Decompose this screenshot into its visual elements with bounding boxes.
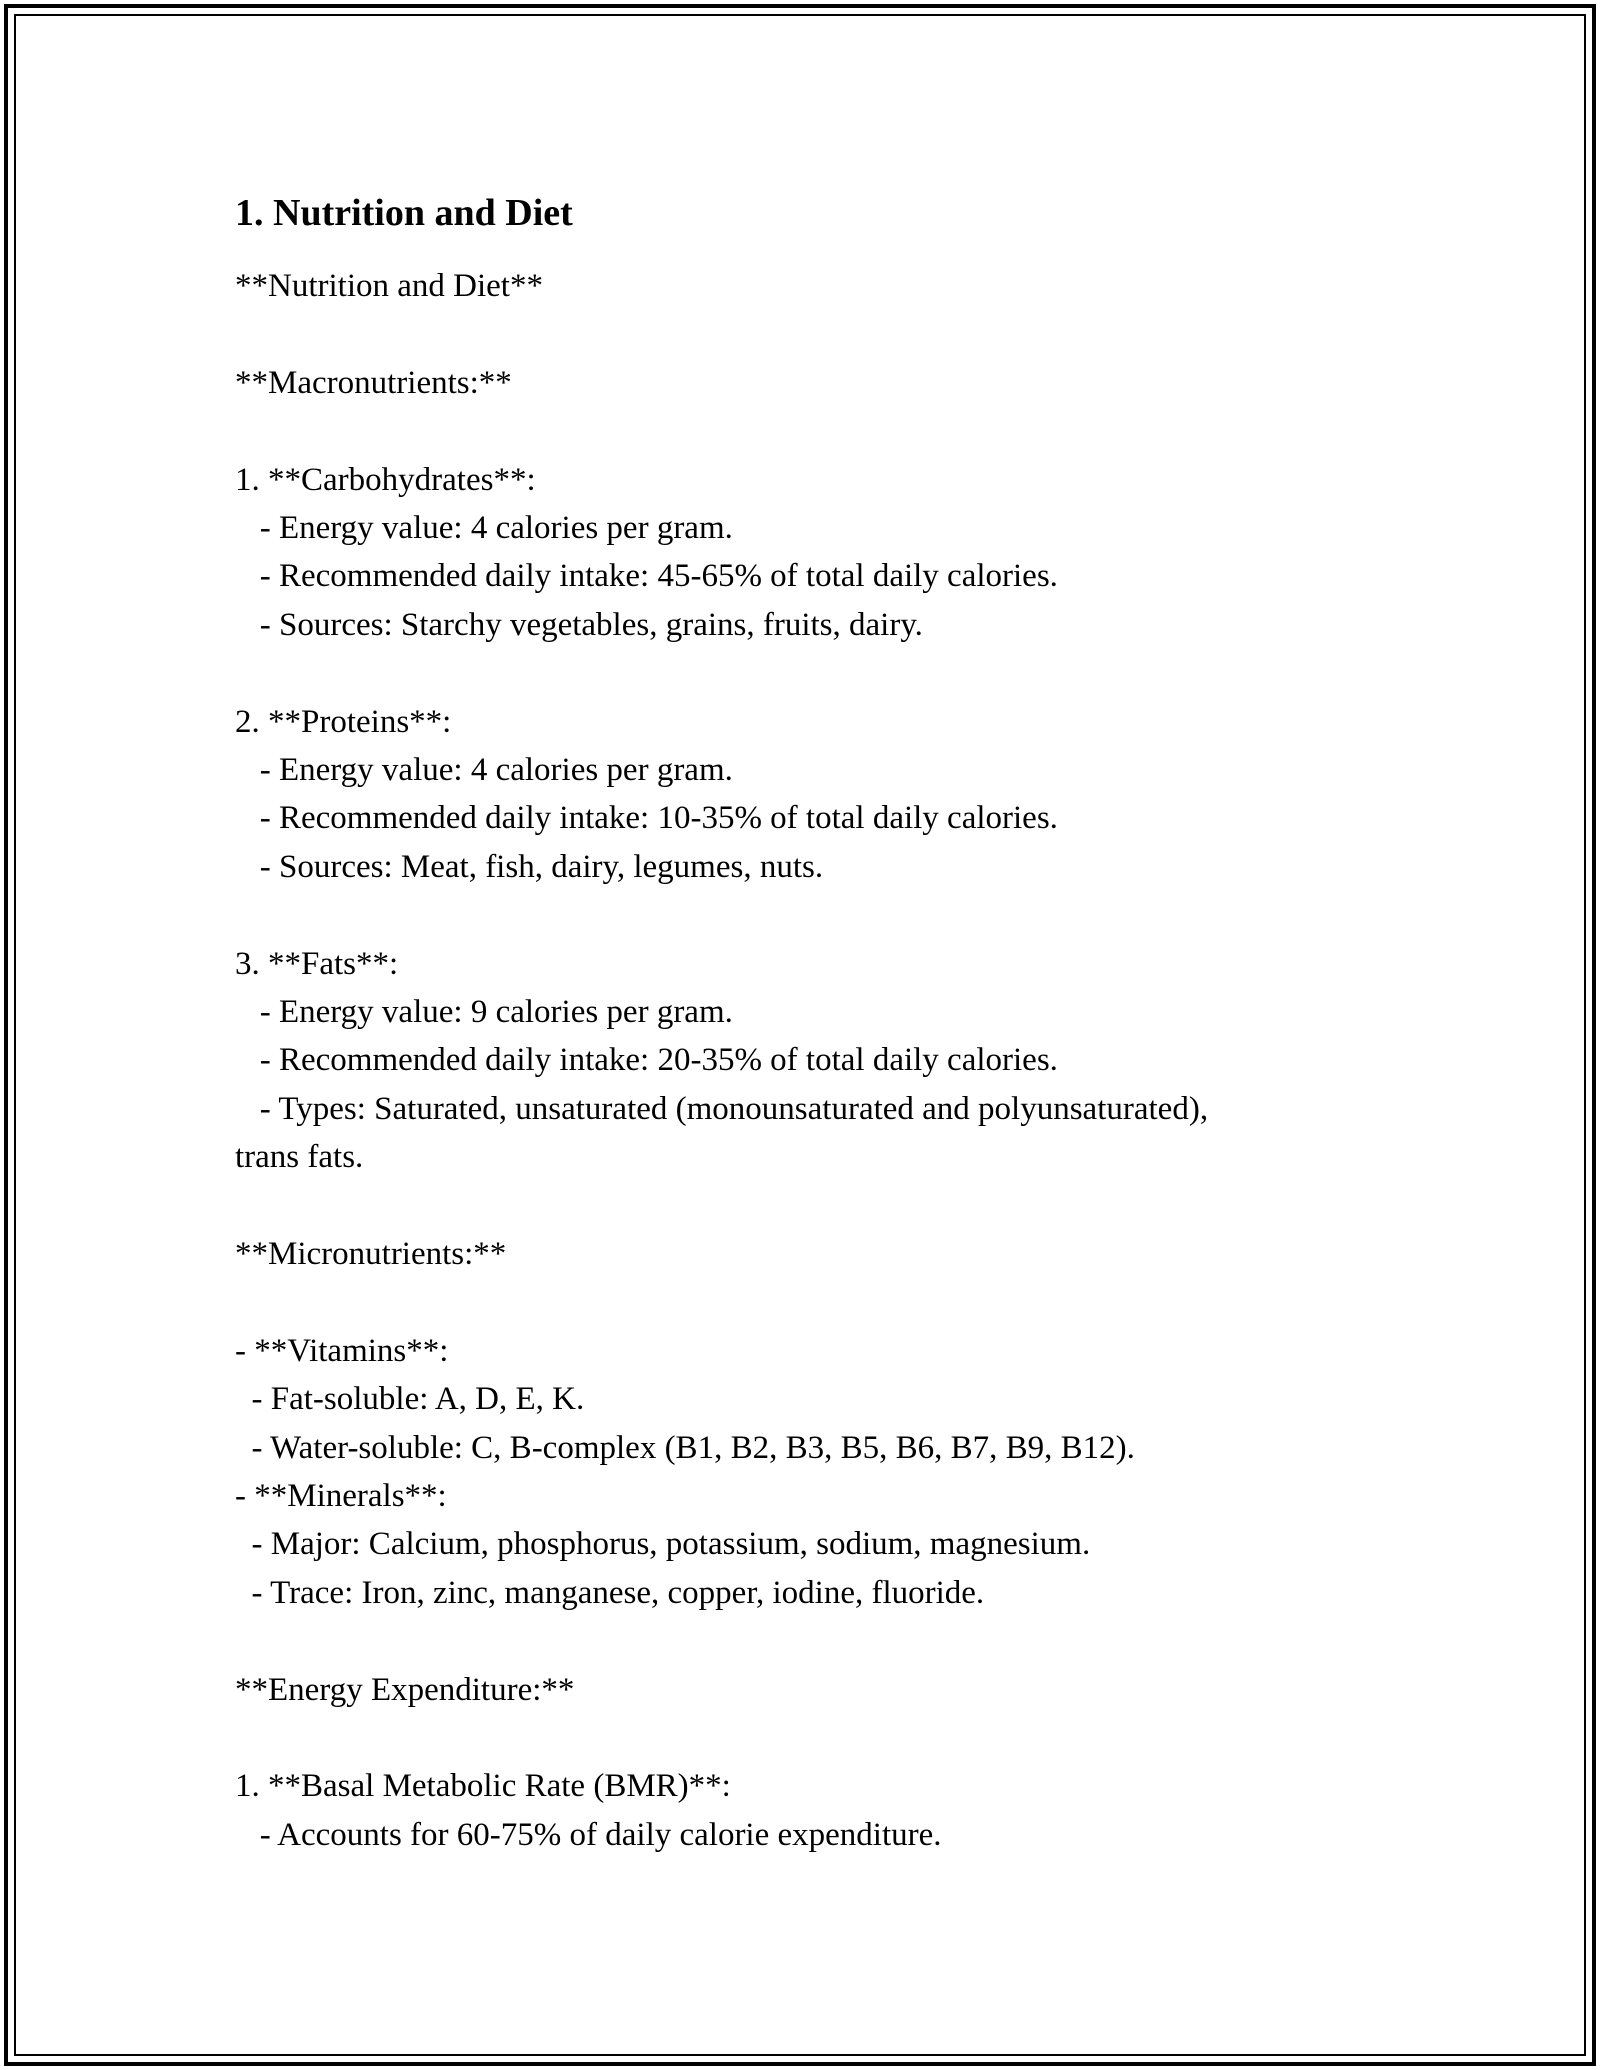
text-line — [235, 1714, 1415, 1762]
text-line: - Water-soluble: C, B-complex (B1, B2, B3, B5, B6, B7, B9, B12). — [235, 1429, 1135, 1466]
text-line — [235, 891, 1415, 939]
text-line: **Energy Expenditure:** — [235, 1671, 575, 1708]
text-line: 3. **Fats**: — [235, 945, 399, 982]
text-line — [235, 1182, 1415, 1230]
text-line: - Energy value: 4 calories per gram. — [235, 510, 733, 546]
text-line: - Fat-soluble: A, D, E, K. — [235, 1381, 585, 1418]
text-line — [235, 1617, 1415, 1665]
text-line: - Sources: Meat, fish, dairy, legumes, nuts. — [235, 848, 824, 885]
text-line: 1. **Carbohydrates**: — [235, 461, 536, 498]
text-line — [235, 649, 1415, 697]
text-line: **Macronutrients:** — [235, 364, 512, 401]
text-line: - Energy value: 9 calories per gram. — [235, 994, 733, 1031]
text-line: trans fats. — [235, 1139, 364, 1176]
text-lines — [235, 262, 1415, 1859]
text-line: - Major: Calcium, phosphorus, potassium, sodium, magnesium. — [235, 1526, 1091, 1563]
text-line: - **Minerals**: — [235, 1478, 447, 1515]
text-line: - **Vitamins**: — [235, 1332, 449, 1369]
text-line: - Trace: Iron, zinc, manganese, copper, iodine, fluoride. — [235, 1574, 985, 1611]
text-line — [235, 1278, 1415, 1326]
text-line: - Energy value: 4 calories per gram. — [235, 752, 733, 789]
text-line — [235, 310, 1415, 358]
text-line: - Sources: Starchy vegetables, grains, fruits, dairy. — [235, 606, 923, 643]
text-line: - Recommended daily intake: 45-65% of total daily calories. — [235, 558, 1058, 595]
text-line — [235, 407, 1415, 455]
text-line: 1. **Basal Metabolic Rate (BMR)**: — [235, 1768, 731, 1805]
document-body — [235, 188, 1415, 1859]
text-line: - Recommended daily intake: 10-35% of total daily calories. — [235, 800, 1058, 837]
text-line: **Micronutrients:** — [235, 1236, 507, 1273]
text-line: - Accounts for 60-75% of daily calorie expenditure. — [235, 1816, 942, 1853]
page-title: 1. Nutrition and Diet — [235, 192, 573, 234]
text-line: 2. **Proteins**: — [235, 703, 452, 740]
text-line: **Nutrition and Diet** — [235, 268, 543, 304]
text-line: - Types: Saturated, unsaturated (monounsaturated and polyunsaturated), — [235, 1090, 1209, 1127]
text-line: - Recommended daily intake: 20-35% of total daily calories. — [235, 1042, 1058, 1079]
